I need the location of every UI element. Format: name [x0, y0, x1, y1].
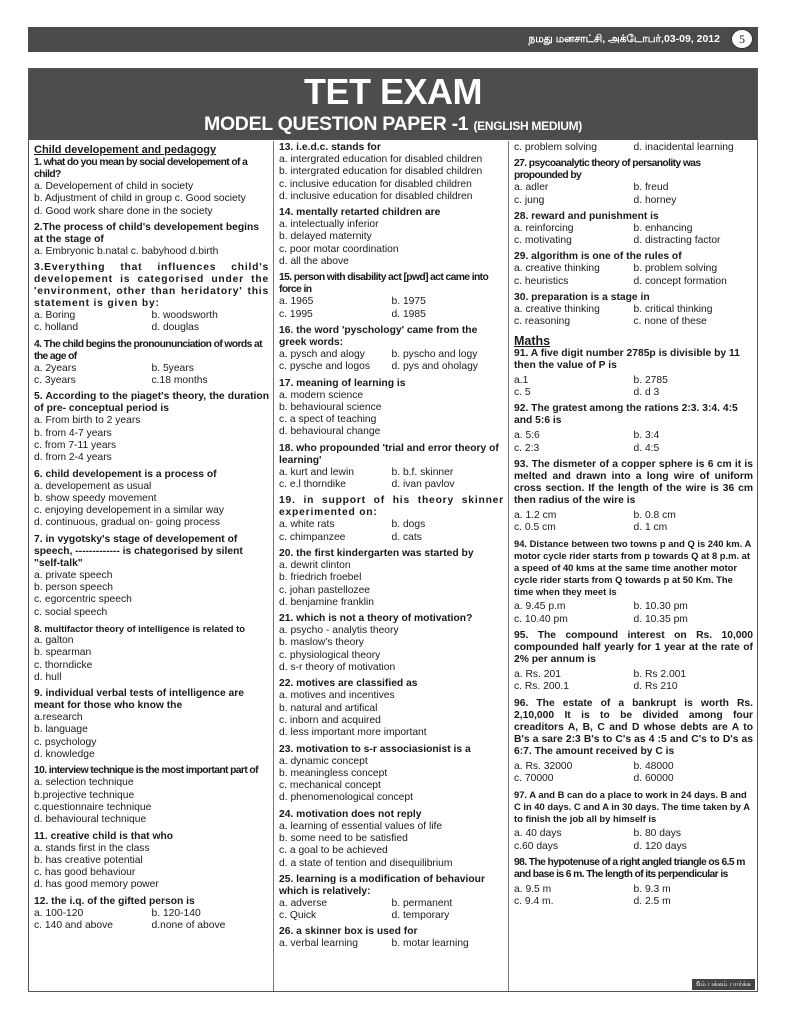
option: d. 1 cm	[633, 522, 668, 534]
option: b. friedrich froebel	[279, 572, 362, 584]
option: c. psychology	[34, 736, 97, 748]
option: c. 10.40 pm	[514, 613, 568, 625]
options-grid	[279, 519, 504, 544]
exam-title: TET EXAM	[303, 71, 482, 112]
option: d. inclusive education for disabled children	[279, 190, 473, 202]
option: d. Good work share done in the society	[34, 205, 213, 217]
exam-subtitle	[29, 113, 757, 136]
option: b. freud	[633, 182, 669, 194]
question: 1. what do you mean by social developement of a child?	[34, 157, 248, 180]
option: c. 0.5 cm	[514, 522, 556, 534]
option: a. 100-120	[34, 907, 84, 919]
option: b. 9.3 m	[633, 883, 671, 895]
question: 27. psycoanalytic theory of persanolity was propounded by	[514, 158, 701, 182]
exam-frame	[28, 68, 758, 992]
option: d. from 2-4 years	[34, 452, 112, 464]
option: b. Rs 2.001	[633, 669, 687, 681]
option: b. natural and artifical	[279, 702, 378, 714]
title-banner	[29, 69, 757, 140]
option: a. developement as usual	[34, 480, 152, 492]
option: a. motives and incentives	[279, 690, 395, 702]
option: a. modern science	[279, 389, 364, 401]
question: 8. multifactor theory of intelligence is related to	[34, 622, 245, 634]
option: b. some need to be satisfied	[279, 832, 408, 844]
options-grid	[279, 296, 504, 321]
question: 15. person with disability act [pwd] act came into force in	[279, 272, 489, 296]
question: 6. child developement is a process of	[34, 468, 217, 480]
option: c.60 days	[514, 840, 559, 852]
options-grid	[514, 430, 753, 455]
question: 96. The estate of a bankrupt is worth Rs. 2,10,000 It is to be divided among four creaditors A, B, C and D whose debts are A to B's a sare 2:3 B's to C's as 4 :5 and C's to D's as 6:7. The amount received by C is	[514, 697, 753, 757]
option: c. enjoying developement in a similar way	[34, 505, 225, 517]
option: d. 10.35 pm	[633, 613, 688, 625]
option: d. 2.5 m	[633, 896, 671, 908]
column-1	[29, 141, 274, 991]
question: 26. a skinner box is used for	[279, 926, 418, 938]
question: 4. The child begins the pronoununciation of words at the age of	[34, 338, 262, 362]
option: a. creative thinking	[514, 263, 600, 275]
option: b. Adjustment of child in group c. Good society	[34, 193, 246, 205]
option: b. meaningless concept	[279, 767, 388, 779]
option: c.questionnaire technique	[34, 801, 152, 813]
option: c. chimpanzee	[279, 531, 346, 543]
option: a. adverse	[279, 897, 328, 909]
option: c. 2:3	[514, 442, 540, 454]
question: 16. the word 'pyschology' came from the greek words:	[279, 324, 478, 348]
option: c. from 7-11 years	[34, 439, 117, 451]
option: b. motar learning	[391, 938, 469, 950]
option: c. inborn and acquired	[279, 714, 381, 726]
option: c. jung	[514, 194, 545, 206]
option: b. 1975	[391, 296, 426, 308]
option: a. 40 days	[514, 828, 562, 840]
options-grid	[34, 363, 269, 388]
question: 21. which is not a theory of motivation?	[279, 613, 473, 625]
question: 22. motives are classified as	[279, 678, 418, 690]
column-3	[509, 141, 757, 991]
option: b. delayed maternity	[279, 231, 372, 243]
section-heading-maths: Maths	[514, 333, 551, 348]
option: c. 1995	[279, 308, 313, 320]
option: b. dogs	[391, 519, 426, 531]
option: b. 0.8 cm	[633, 509, 676, 521]
option: d. 60000	[633, 772, 674, 784]
option: a. 9.5 m	[514, 883, 552, 895]
question: 23. motivation to s-r associasionist is a	[279, 743, 471, 755]
option: b. problem solving	[633, 263, 718, 275]
continued-tag: 6ம் பக்கம் பார்க்க	[692, 979, 755, 990]
option: d. hull	[34, 671, 62, 683]
option: b. language	[34, 724, 88, 736]
column-2	[274, 141, 509, 991]
option: b. maslow's theory	[279, 637, 364, 649]
option: c. inclusive education for disabled children	[279, 178, 472, 190]
option: a. kurt and lewin	[279, 466, 354, 478]
option: b. b.f. skinner	[391, 466, 454, 478]
option: a. 9.45 p.m	[514, 601, 566, 613]
option: b. pyscho and logy	[391, 348, 478, 360]
option: d. all the above	[279, 256, 349, 268]
option: d. a state of tention and disequilibrium	[279, 857, 453, 869]
section-heading: Child developement and pedagogy	[34, 144, 217, 156]
option: c. e.l thorndike	[279, 479, 346, 491]
option: b. woodsworth	[151, 310, 218, 322]
question: 9. individual verbal tests of intelligence are meant for those who know the	[34, 688, 245, 712]
options-grid	[34, 908, 269, 933]
option: c. has good behaviour	[34, 867, 136, 879]
option: d. distracting factor	[633, 235, 721, 247]
medium-label: (ENGLISH MEDIUM)	[473, 119, 582, 133]
option: c. 70000	[514, 772, 554, 784]
option: d. cats	[391, 531, 422, 543]
option: a. galton	[34, 634, 74, 646]
option: a. Rs. 32000	[514, 760, 573, 772]
option: b. 10.30 pm	[633, 601, 688, 613]
question: 24. motivation does not reply	[279, 808, 422, 820]
question: 93. The dismeter of a copper sphere is 6 cm it is melted and drawn into a long wire of uniform cross section. If the length of the wire is 36 cm then radius of the wire is	[514, 458, 753, 506]
option: b. person speech	[34, 582, 113, 594]
option: c. egorcentric speech	[34, 594, 132, 606]
option: d. 4:5	[633, 442, 660, 454]
question: 2.The process of child's developement begins at the stage of	[34, 221, 260, 245]
options-grid	[514, 304, 753, 329]
option: b. intergrated education for disabled children	[279, 166, 483, 178]
options-grid	[514, 142, 753, 154]
page-number: 5	[731, 29, 753, 49]
question: 97. A and B can do a place to work in 24 days. B and C in 40 days. C and A in 30 days. The time taken by A to finish the job all by himself is	[514, 789, 750, 825]
option: a. 5:6	[514, 430, 540, 442]
question: 3.Everything that influences child's developement is categorised under the 'environment, other than heridatory' this statement is given by:	[34, 262, 269, 310]
question: 10. interview technique is the most important part of	[34, 765, 258, 777]
option: d. has good memory power	[34, 879, 159, 891]
option: b. 5years	[151, 362, 194, 374]
option: c. pysche and logos	[279, 361, 371, 373]
options-grid	[514, 669, 753, 694]
option: d. ivan pavlov	[391, 479, 455, 491]
question: 18. who propounded 'trial and error theory of learning'	[279, 442, 499, 466]
option: d. temporary	[391, 910, 450, 922]
option: a. adler	[514, 182, 549, 194]
option: c. a goal to be achieved	[279, 845, 388, 857]
options-grid	[514, 601, 753, 626]
option: d. d 3	[633, 386, 660, 398]
option: b. 120-140	[151, 907, 201, 919]
option: c. 9.4 m.	[514, 896, 554, 908]
option: a. intergrated education for disabled children	[279, 154, 483, 165]
option: c. none of these	[633, 316, 707, 328]
option: a. stands first in the class	[34, 842, 150, 854]
option: a. 2years	[34, 362, 77, 374]
option: c. holland	[34, 322, 79, 334]
option: c. 3years	[34, 375, 76, 387]
option: d. knowledge	[34, 749, 95, 761]
option: c. social speech	[34, 606, 108, 618]
options-grid	[514, 263, 753, 288]
option: b. 3:4	[633, 430, 660, 442]
option: a. 1.2 cm	[514, 509, 557, 521]
option: a. pysch and alogy	[279, 348, 365, 360]
option: a. Embryonic b.natal c. babyhood d.birth	[34, 245, 219, 257]
option: d. 120 days	[633, 840, 687, 852]
question: 29. algorithm is one of the rules of	[514, 251, 682, 263]
options-grid	[279, 898, 504, 923]
option: b.projective technique	[34, 789, 135, 801]
option: c. Rs. 200.1	[514, 681, 569, 693]
question: 30. preparation is a stage in	[514, 292, 650, 304]
option: a. dynamic concept	[279, 755, 368, 767]
option: d.none of above	[151, 919, 226, 931]
option: a. creative thinking	[514, 304, 600, 316]
option: b. spearman	[34, 647, 92, 659]
question: 20. the first kindergarten was started by	[279, 547, 474, 559]
question: 14. mentally retarted children are	[279, 207, 441, 219]
option: d. benjamine franklin	[279, 596, 375, 608]
options-grid	[514, 375, 753, 400]
option: a. intelectually inferior	[279, 219, 379, 231]
options-grid	[514, 884, 753, 909]
option: d. concept formation	[633, 275, 727, 287]
option: c. a spect of teaching	[279, 414, 377, 426]
option: c. motivating	[514, 235, 572, 247]
option: d. continuous, gradual on- going process	[34, 517, 221, 529]
question: 94. Distance between two towns p and Q is 240 km. A motor cycle rider starts from p towards Q at 8 p.m. at a speed of 40 kms at the same time another motor cycle rider starts from Q towards p at 50 Km. The time when they meet is	[514, 538, 751, 598]
question: 5. According to the piaget's theory, the duration of pre- conceptual period is	[34, 391, 269, 415]
options-grid	[514, 182, 753, 207]
option: b. critical thinking	[633, 304, 713, 316]
question: 95. The compound interest on Rs. 10,000 compounded half yearly for 1 year at the rate of 2% per annum is	[514, 630, 753, 666]
option: b. 80 days	[633, 828, 682, 840]
option: d. pys and oholagy	[391, 361, 478, 373]
question: 91. A five digit number 2785p is divisible by 11 then the value of P is	[514, 347, 740, 371]
options-grid	[34, 310, 269, 335]
option: a. 1965	[279, 296, 314, 308]
option: d. inacidental learning	[633, 142, 734, 153]
option: a. reinforcing	[514, 222, 574, 234]
question: 19. in support of his theory skinner experimented on:	[279, 495, 504, 519]
options-grid	[514, 223, 753, 248]
options-grid	[279, 938, 504, 950]
option: b. has creative potential	[34, 854, 143, 866]
option: b. 48000	[633, 760, 674, 772]
question: 92. The gratest among the rations 2:3. 3:4. 4:5 and 5:6 is	[514, 403, 738, 427]
option: a. Boring	[34, 310, 76, 322]
option: b. show speedy movement	[34, 492, 157, 504]
option: c. poor motar coordination	[279, 243, 399, 255]
option: b. behavioural science	[279, 401, 382, 413]
option: a. white rats	[279, 519, 335, 531]
option: b. from 4-7 years	[34, 427, 112, 439]
option: c. thorndicke	[34, 659, 93, 671]
question: 11. creative child is that who	[34, 830, 174, 842]
question: 13. i.e.d.c. stands for	[279, 142, 381, 153]
option: a. verbal learning	[279, 938, 358, 950]
option: c. johan pastellozee	[279, 584, 371, 596]
question: 28. reward and punishment is	[514, 210, 659, 222]
option: c. 5	[514, 386, 531, 398]
question: 17. meaning of learning is	[279, 377, 406, 389]
option: a. From birth to 2 years	[34, 415, 141, 427]
subtitle-text: MODEL QUESTION PAPER -1	[204, 113, 469, 135]
option: d. less important more important	[279, 727, 427, 739]
option: a.1	[514, 374, 529, 386]
option: c. heuristics	[514, 275, 569, 287]
question: 12. the i.q. of the gifted person is	[34, 895, 195, 907]
options-grid	[279, 349, 504, 374]
option: a. private speech	[34, 569, 113, 581]
option: c. problem solving	[514, 142, 597, 153]
option: c. 140 and above	[34, 919, 114, 931]
option: c.18 months	[151, 375, 208, 387]
option: b. 2785	[633, 374, 668, 386]
option: c. mechanical concept	[279, 780, 381, 792]
options-grid	[514, 761, 753, 786]
header-line: நமது மனசாட்சி, அக்டோபர்,03-09, 2012	[528, 33, 720, 45]
option: c. Quick	[279, 910, 317, 922]
option: a. selection technique	[34, 777, 134, 789]
option: d. douglas	[151, 322, 200, 334]
option: d. 1985	[391, 308, 426, 320]
option: d. Rs 210	[633, 681, 678, 693]
option: a. Rs. 201	[514, 669, 561, 681]
option: c. reasoning	[514, 316, 571, 328]
question: 7. in vygotsky's stage of developement of speech, ------------- is chategorised by silent "self-talk"	[34, 533, 243, 569]
question: 25. learning is a modification of behaviour which is relatively:	[279, 873, 485, 897]
option: a.research	[34, 712, 83, 724]
option: d. phenomenological concept	[279, 792, 413, 804]
option: a. psycho - analytis theory	[279, 625, 399, 637]
option: b. permanent	[391, 897, 453, 909]
option: a. dewrit clinton	[279, 559, 351, 571]
options-grid	[514, 828, 753, 853]
option: d. horney	[633, 194, 677, 206]
page-header-bar	[28, 27, 758, 52]
option: a. Developement of child in society	[34, 181, 194, 192]
option: c. physiological theory	[279, 649, 381, 661]
option: d. s-r theory of motivation	[279, 662, 396, 674]
option: d. behavioural technique	[34, 814, 147, 826]
question: 98. The hypotenuse of a right angled triangle os 6.5 m and base is 6 m. The length of its perpendicular is	[514, 856, 745, 880]
option: a. learning of essential values of life	[279, 820, 443, 832]
options-grid	[514, 510, 753, 535]
options-grid	[279, 467, 504, 492]
option: d. behavioural change	[279, 426, 381, 438]
option: b. enhancing	[633, 222, 693, 234]
